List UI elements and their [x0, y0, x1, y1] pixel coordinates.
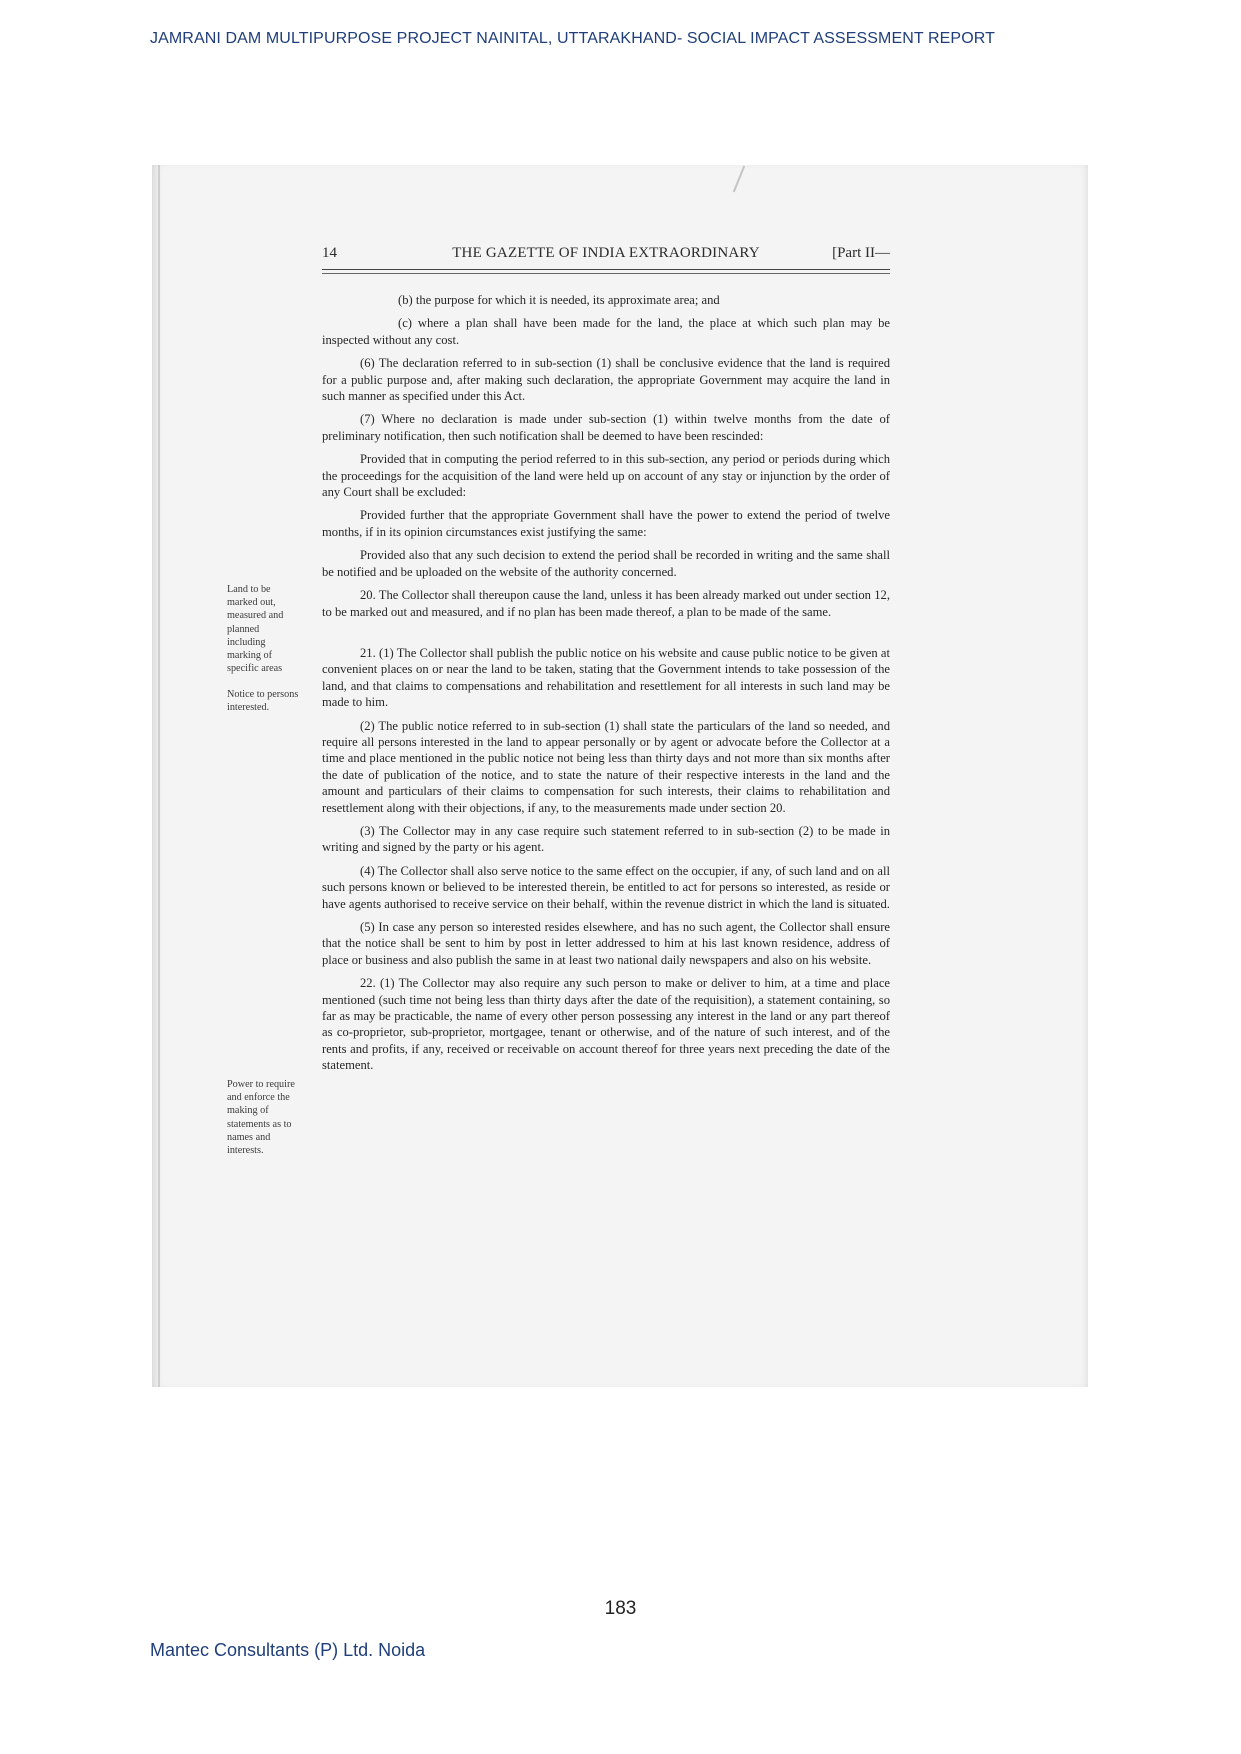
paragraph: Provided that in computing the period referred to in this sub-section, any period or periods during which the proceedings for the acquisition of the land were held up on account of any stay or injunction by the order of any Court shall be excluded: — [322, 452, 890, 500]
paragraph: (4) The Collector shall also serve notice to the same effect on the occupier, if any, of such land and on all such persons known or believed to be interested therein, be entitled to act for persons so interested, as reside or have agents authorised to receive service on their behalf, within the revenue district in which the land is situated. — [322, 863, 890, 911]
paragraph: 21. (1) The Collector shall publish the public notice on his website and cause public notice to be given at convenient places on or near the land to be taken, stating that the Government intends to take possession of the land, and that claims to compensations and rehabilitation and resettlement for all interests in such land may be made to him. — [322, 645, 890, 710]
gazette-body — [322, 292, 890, 1081]
paragraph: (3) The Collector may in any case require such statement referred to in sub-section (2) to be made in writing and signed by the party or his agent. — [322, 823, 890, 855]
side-note-section-22: Power to require and enforce the making of statements as to names and interests. — [227, 1079, 295, 1157]
scan-pen-mark — [733, 166, 745, 193]
paragraph: (6) The declaration referred to in sub-section (1) shall be conclusive evidence that the land is required for a public purpose and, after making such declaration, the appropriate Government may acquire the land in such manner as specified under this Act. — [322, 356, 890, 404]
header-rule — [322, 269, 890, 270]
paragraph: 22. (1) The Collector may also require any such person to make or deliver to him, at a time and place mentioned (such time not being less than thirty days after the date of the requisition), a statement containing, so far as may be practicable, the name of every other person possessing any interest in the land or any part thereof as co-proprietor, sub-proprietor, mortgagee, tenant or otherwise, and of the nature of such interest, and of the rents and profits, if any, received or receivable on account thereof for three years next preceding the date of the statement. — [322, 976, 890, 1073]
scanned-gazette-page — [152, 165, 1088, 1387]
report-header: JAMRANI DAM MULTIPURPOSE PROJECT NAINITAL, UTTARAKHAND- SOCIAL IMPACT ASSESSMENT REPORT — [150, 30, 995, 47]
side-note-section-21: Notice to persons interested. — [227, 689, 299, 714]
page-number: 183 — [604, 1598, 637, 1619]
paragraph: (b) the purpose for which it is needed, its approximate area; and — [398, 293, 720, 307]
paragraph: (c) where a plan shall have been made for the land, the place at which such plan may be inspected without any cost. — [322, 316, 890, 347]
footer-company: Mantec Consultants (P) Ltd. Noida — [150, 1640, 426, 1660]
gazette-page-number: 14 — [322, 245, 337, 261]
gazette-header — [322, 245, 890, 267]
gazette-part: [Part II— — [832, 245, 890, 261]
paragraph: (7) Where no declaration is made under sub-section (1) within twelve months from the date of preliminary notification, then such notification shall be deemed to have been rescinded: — [322, 412, 890, 443]
section-gap — [322, 627, 890, 645]
side-note-section-20: Land to be marked out, measured and planned including marking of specific areas — [227, 584, 284, 675]
gazette-title: THE GAZETTE OF INDIA EXTRAORDINARY — [452, 245, 760, 261]
paragraph: 20. The Collector shall thereupon cause the land, unless it has been already marked out under section 12, to be marked out and measured, and if no plan has been made thereof, a plan to be made of the same. — [322, 588, 890, 619]
header-rule — [322, 273, 890, 274]
scan-edge-shadow — [158, 165, 160, 1387]
paragraph: Provided also that any such decision to extend the period shall be recorded in writing and the same shall be notified and be uploaded on the website of the authority concerned. — [322, 548, 890, 579]
paragraph: (2) The public notice referred to in sub-section (1) shall state the particulars of the land so needed, and require all persons interested in the land to appear personally or by agent or advocate before the Collector at a time and place mentioned in the public notice not being less than thirty days and not more than six months after the date of publication of the notice, and to state the nature of their respective interests in the land and the amount and particulars of their claims to compensation for such interests, their claims to rehabilitation and resettlement along with their objections, if any, to the measurements made under section 20. — [322, 718, 890, 815]
paragraph: (5) In case any person so interested resides elsewhere, and has no such agent, the Collector shall ensure that the notice shall be sent to him by post in letter addressed to him at his last known residence, address of place or business and also publish the same in at least two national daily newspapers and also on his website. — [322, 920, 890, 967]
paragraph: Provided further that the appropriate Government shall have the power to extend the period of twelve months, if in its opinion circumstances exist justifying the same: — [322, 508, 890, 539]
